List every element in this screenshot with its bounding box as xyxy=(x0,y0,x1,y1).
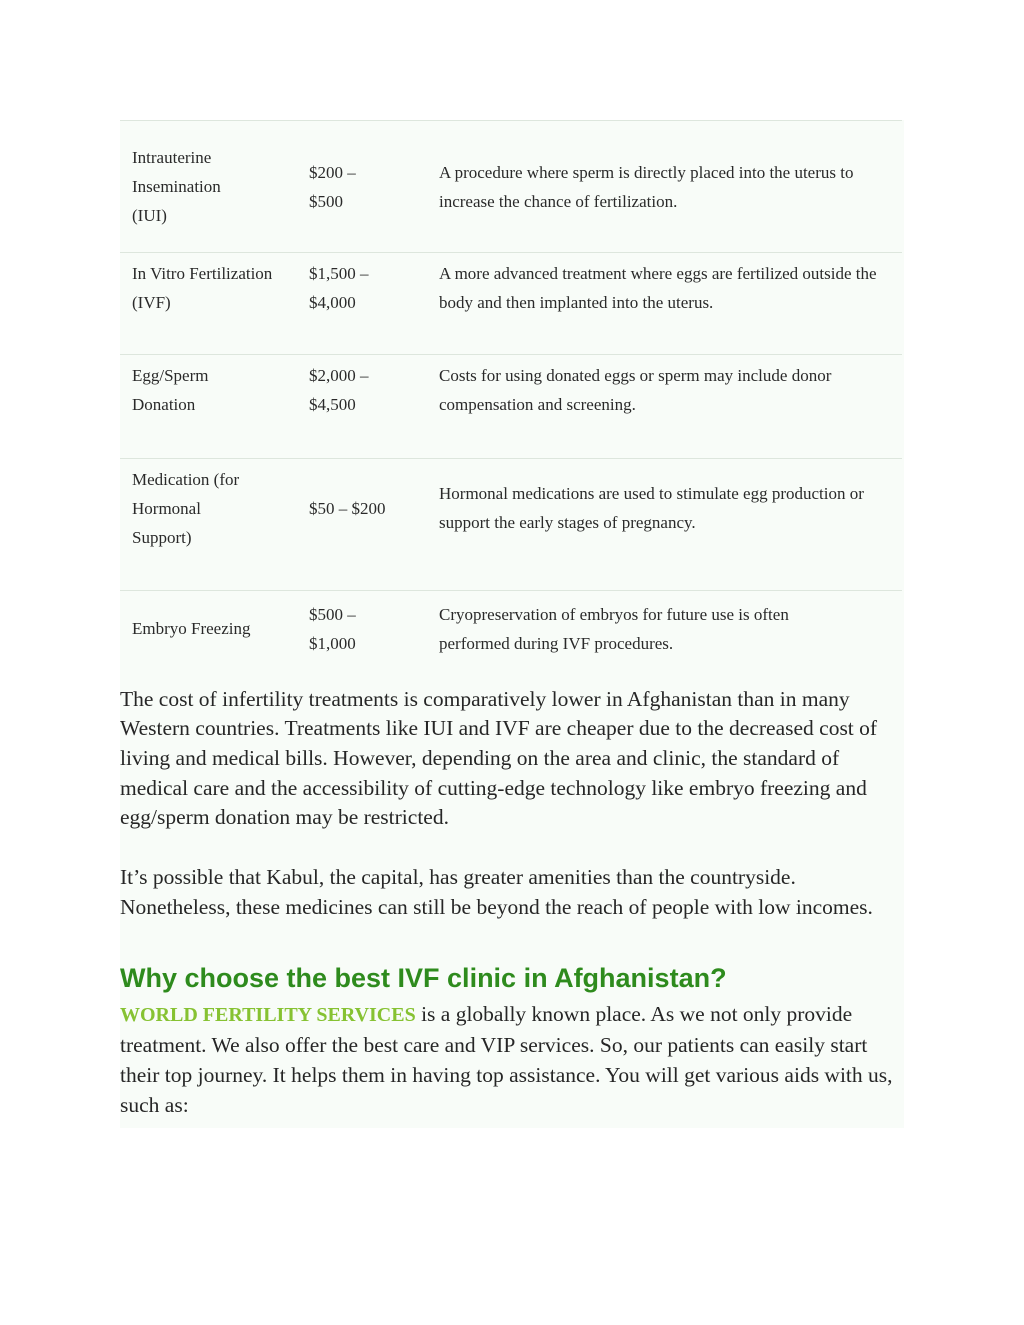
article-content xyxy=(120,120,904,1128)
treatment-description: Hormonal medications are used to stimulate egg production or support the early stages of pregnancy. xyxy=(439,484,864,532)
treatment-cost: $200 – $500 xyxy=(309,162,356,211)
treatment-description: A more advanced treatment where eggs are fertilized outside the body and then implanted into the uterus. xyxy=(439,264,877,312)
kabul-paragraph: It’s possible that Kabul, the capital, has greater amenities than the countryside. Nonetheless, these medicines can still be beyond the reach of people with low incomes. xyxy=(120,865,873,919)
treatment-description: Costs for using donated eggs or sperm may include donor compensation and screening. xyxy=(439,366,832,414)
treatment-description: Cryopreservation of embryos for future use is often performed during IVF procedures. xyxy=(439,604,789,653)
treatment-name: Intrauterine Insemination (IUI) xyxy=(132,148,221,225)
section-heading: Why choose the best IVF clinic in Afghanistan? xyxy=(120,963,727,994)
table-row xyxy=(120,459,902,591)
treatment-cost: $1,500 – $4,000 xyxy=(309,264,369,312)
table-row xyxy=(120,591,902,667)
cost-comparison-paragraph: The cost of infertility treatments is comparatively lower in Afghanistan than in many Western countries. Treatments like IUI and IVF are cheaper due to the decreased cost of living and medical bills. However, depending on the area and clinic, the standard of medical care and the accessibility of cutting-edge technology like embryo freezing and egg/sperm donation may be restricted. xyxy=(120,686,878,830)
treatment-name: Egg/Sperm Donation xyxy=(132,366,209,414)
section-body-text: is a globally known place. As we not only provide treatment. We also offer the best care and VIP services. So, our patients can easily start their top journey. It helps them in having top assistance. You will get various aids with us, such as: xyxy=(120,1002,893,1117)
section-paragraph xyxy=(120,1000,904,1128)
treatment-cost-table xyxy=(120,120,902,667)
table-row xyxy=(120,121,902,253)
table-row xyxy=(120,253,902,355)
treatment-cost: $2,000 – $4,500 xyxy=(309,366,369,414)
treatment-cost: $500 – $1,000 xyxy=(309,604,356,653)
table-row xyxy=(120,355,902,459)
treatment-name: Medication (for Hormonal Support) xyxy=(132,470,240,547)
brand-link[interactable]: WORLD FERTILITY SERVICES xyxy=(120,1004,416,1027)
treatment-name: In Vitro Fertilization (IVF) xyxy=(132,264,273,312)
treatment-name: Embryo Freezing xyxy=(132,619,251,639)
treatment-description: A procedure where sperm is directly placed into the uterus to increase the chance of fertilization. xyxy=(439,162,854,211)
treatment-cost: $50 – $200 xyxy=(309,499,386,518)
